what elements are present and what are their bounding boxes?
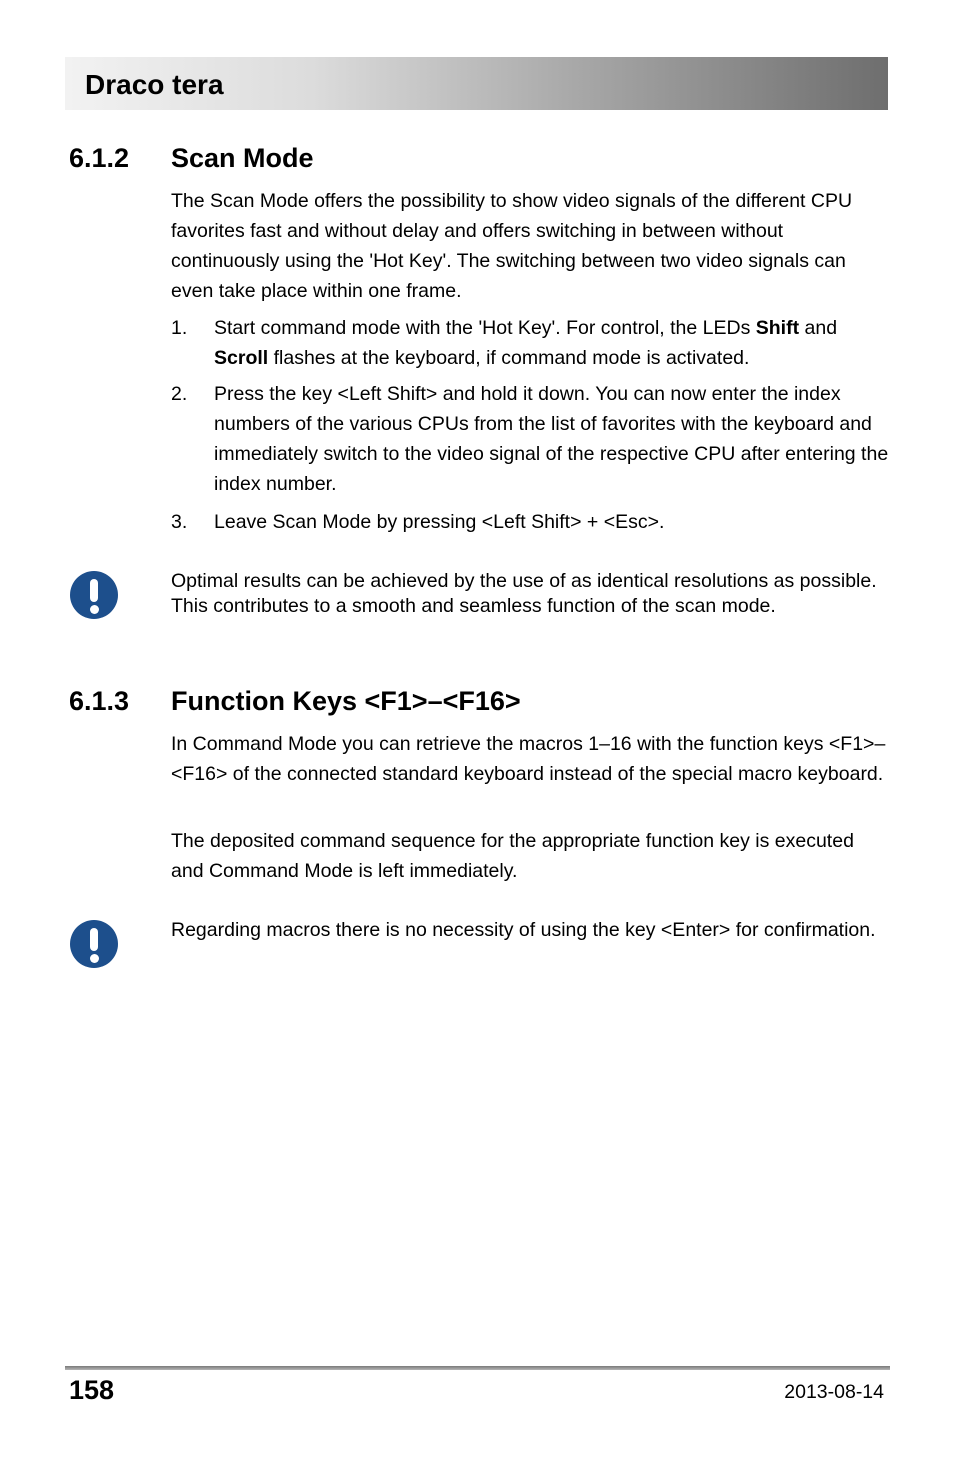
function-keys-paragraph-1: In Command Mode you can retrieve the macros 1–16 with the function keys <F1>–<F16> of the connected standard keyboard instead of the special macro keyboard.: [171, 733, 886, 785]
list-item-text: Leave Scan Mode by pressing <Left Shift> + <Esc>.: [214, 511, 665, 533]
list-marker: 1.: [171, 317, 188, 339]
led-shift-label: Shift: [755, 317, 800, 339]
footer-date: 2013-08-14: [784, 1381, 884, 1403]
header-bar: [65, 57, 888, 110]
list-item-text: Press the key <Left Shift> and hold it down. You can now enter the index numbers of the various CPUs from the list of favorites with the keyboard and immediately switch to the video signal of the respective CPU after entering the index number.: [214, 383, 889, 495]
note-scan-mode: Optimal results can be achieved by the use of as identical resolutions as possible. This contributes to a smooth and seamless function of the scan mode.: [171, 570, 877, 617]
exclamation-circle-icon: [70, 920, 118, 968]
list-item: [171, 507, 891, 537]
list-marker: 2.: [171, 383, 188, 405]
note-macros: Regarding macros there is no necessity of using the key <Enter> for confirmation.: [171, 919, 876, 941]
list-marker: 3.: [171, 511, 188, 533]
section-number: 6.1.3: [69, 686, 130, 716]
exclamation-circle-icon: [70, 571, 118, 619]
section-title: Scan Mode: [171, 143, 314, 173]
led-scroll-label: Scroll: [214, 347, 269, 369]
section-title: Function Keys <F1>–<F16>: [171, 686, 521, 716]
page-number: 158: [69, 1375, 115, 1405]
section-heading-function-keys: [69, 685, 521, 717]
section-number: 6.1.2: [69, 143, 130, 173]
header-title: Draco tera: [85, 69, 224, 100]
footer-rule: [65, 1366, 890, 1370]
scan-mode-intro: The Scan Mode offers the possibility to show video signals of the different CPU favorites fast and without delay and offers switching in between without continuously using the 'Hot Key'. The switching between two video signals can even take place within one frame.: [171, 190, 853, 302]
function-keys-paragraph-2: The deposited command sequence for the appropriate function key is executed and Command Mode is left immediately.: [171, 830, 854, 882]
list-item-text: Start command mode with the 'Hot Key'. For control, the LEDs Shift and Scroll flashes at the keyboard, if command mode is activated.: [214, 317, 838, 369]
list-item: [171, 313, 891, 373]
list-item: [171, 379, 891, 499]
section-heading-scan-mode: [69, 142, 314, 174]
